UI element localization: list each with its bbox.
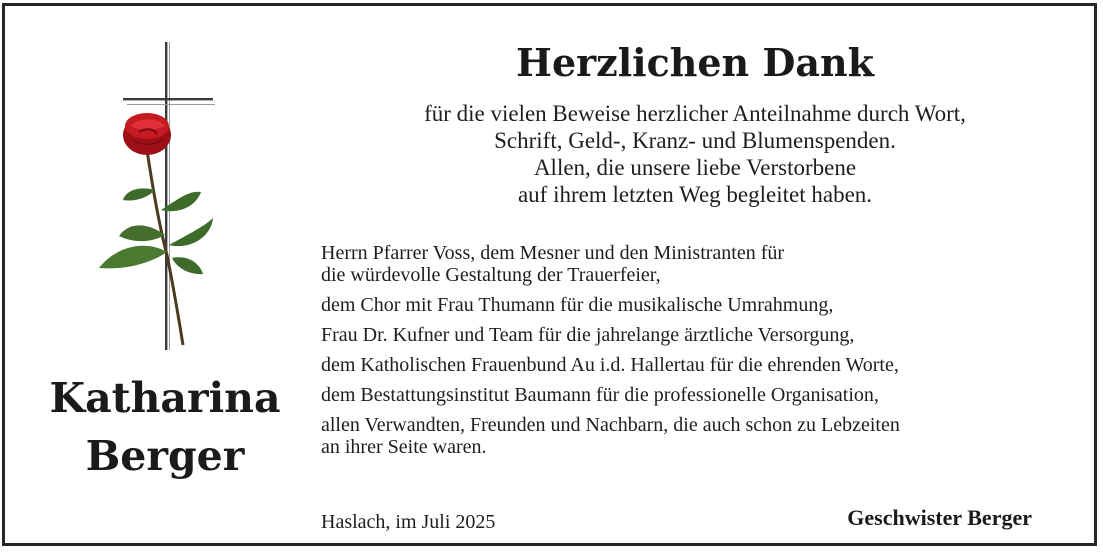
- thanks-line: Frau Dr. Kufner und Team für die jahrelange ärztliche Versorgung,: [321, 324, 855, 346]
- deceased-last-name: Berger: [85, 432, 245, 480]
- thanks-line: dem Chor mit Frau Thumann für die musikalische Umrahmung,: [321, 294, 834, 316]
- intro-line: Schrift, Geld-, Kranz- und Blumenspenden.: [494, 128, 896, 153]
- thanks-line: allen Verwandten, Freunden und Nachbarn, die auch schon zu Lebzeiten: [321, 414, 900, 436]
- cross-rose-illustration: [77, 40, 227, 352]
- thanks-line: die würdevolle Gestaltung der Trauerfeier,: [321, 264, 661, 286]
- signature: Geschwister Berger: [847, 505, 1032, 530]
- thanks-line: Herrn Pfarrer Voss, dem Mesner und den Ministranten für: [321, 242, 785, 264]
- rose-icon: [99, 113, 213, 345]
- intro-line: Allen, die unsere liebe Verstorbene: [533, 155, 857, 180]
- intro-text: [305, 100, 1085, 208]
- intro-line: für die vielen Beweise herzlicher Anteilnahme durch Wort,: [424, 101, 966, 126]
- place-date: Haslach, im Juli 2025: [321, 511, 496, 533]
- thanks-line: dem Katholischen Frauenbund Au i.d. Hallertau für die ehrenden Worte,: [321, 354, 899, 376]
- deceased-first-name: Katharina: [49, 374, 281, 422]
- heading: Herzlichen Dank: [516, 40, 874, 85]
- thanks-list: [321, 242, 1101, 458]
- intro-line: auf ihrem letzten Weg begleitet haben.: [517, 182, 873, 207]
- thanks-line: dem Bestattungsinstitut Baumann für die professionelle Organisation,: [321, 384, 879, 406]
- thanks-line: an ihrer Seite waren.: [321, 436, 487, 458]
- obituary-card: [2, 3, 1097, 546]
